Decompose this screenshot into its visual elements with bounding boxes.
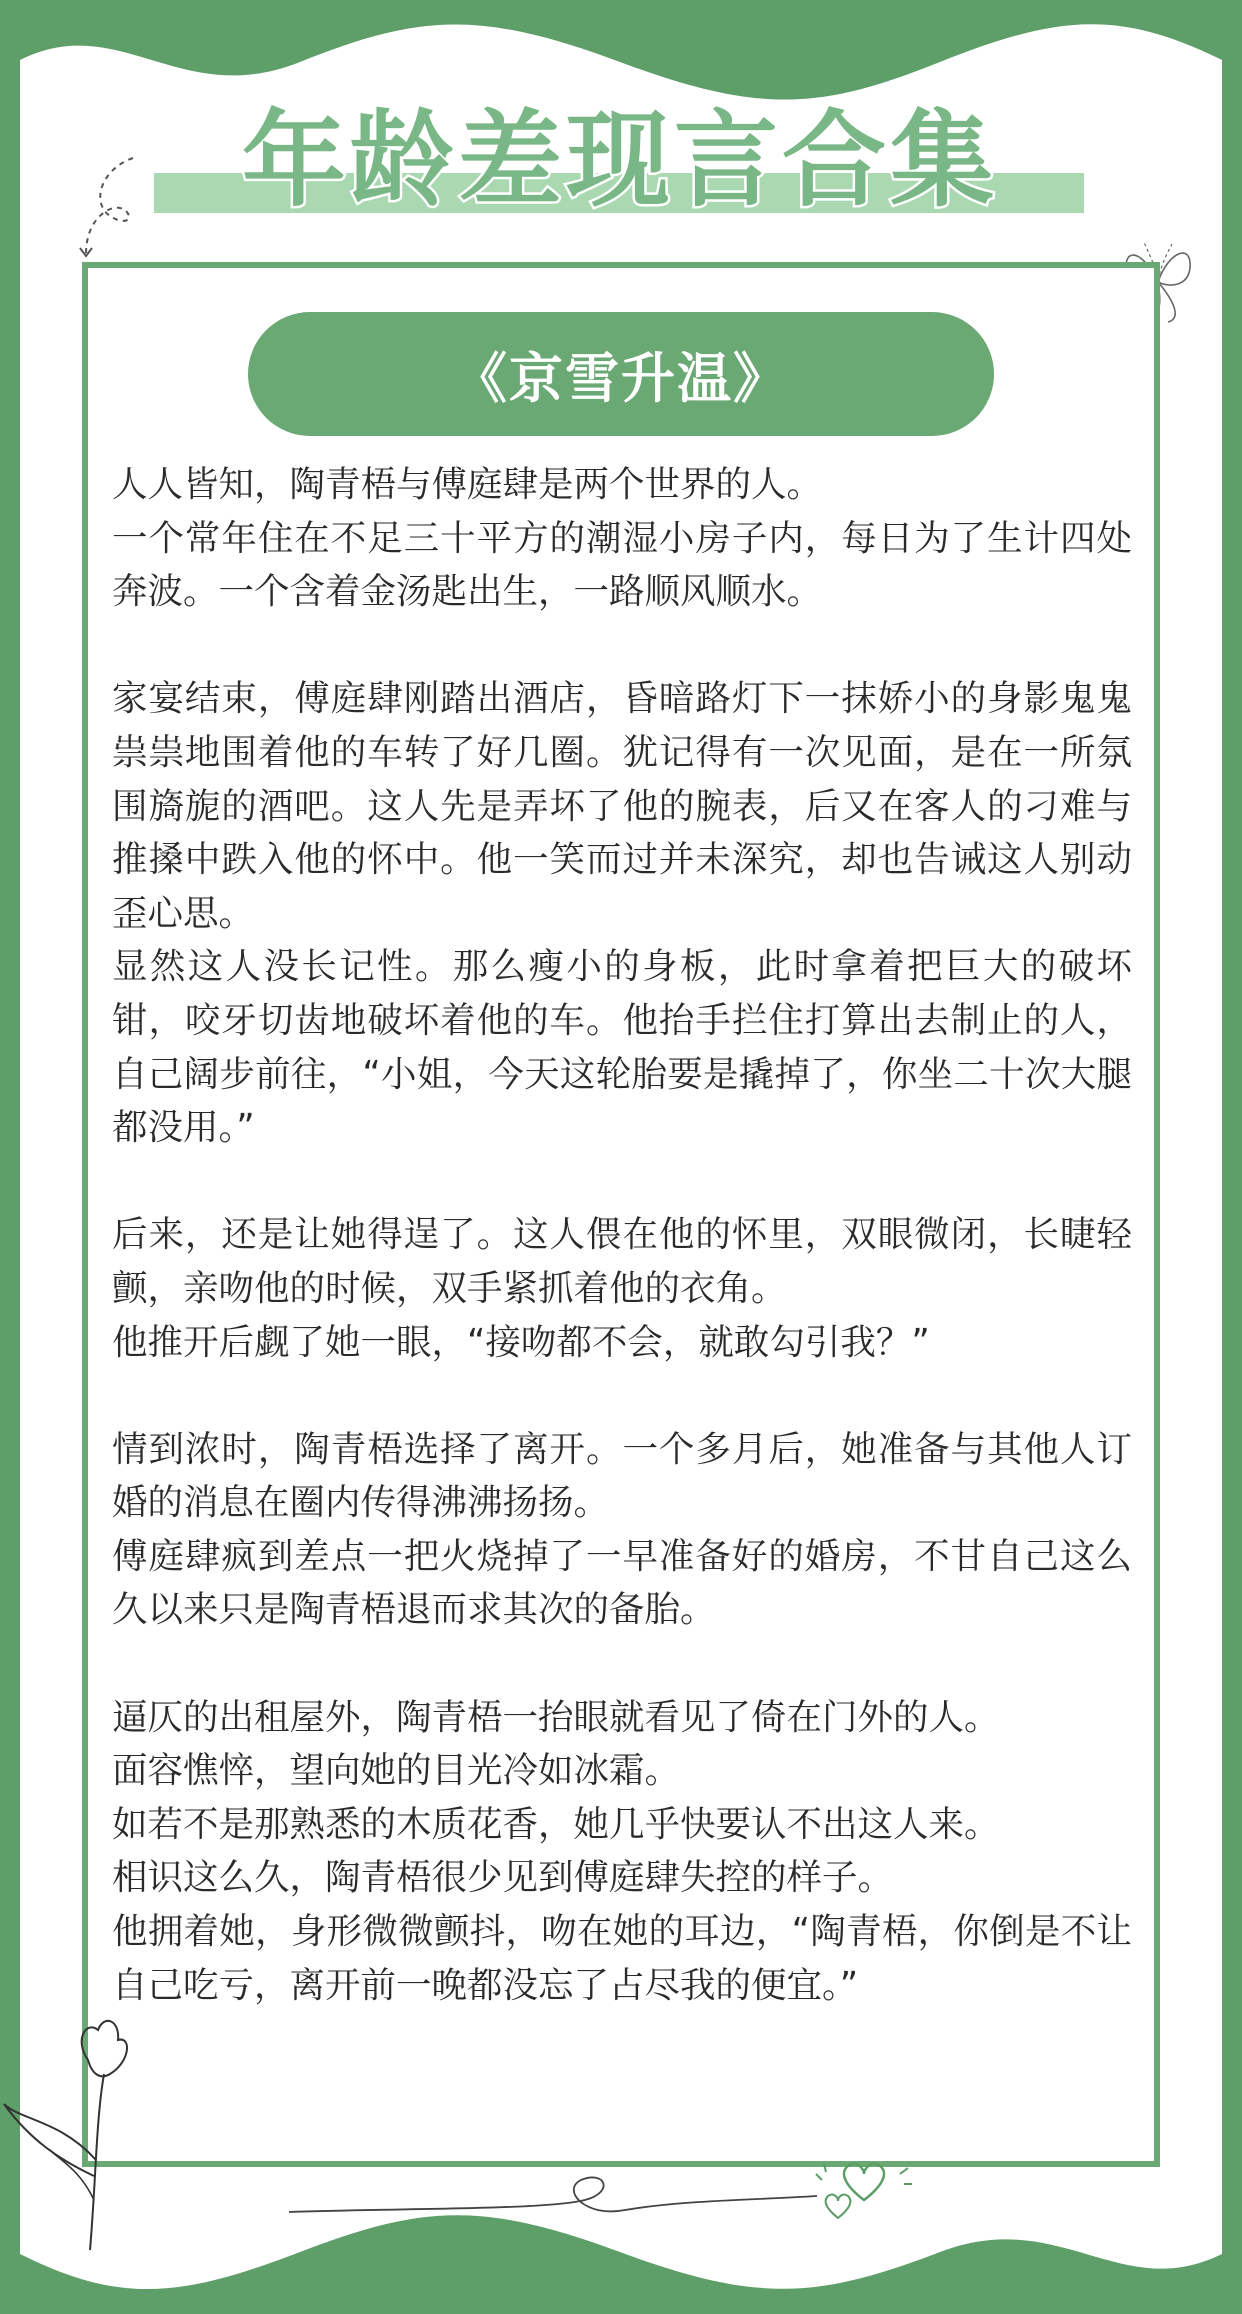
paragraph-spacer [112,1369,1132,1423]
paragraph: 相识这么久，陶青梧很少见到傅庭肆失控的样子。 [112,1857,894,1899]
paragraph-spacer [112,1155,1132,1209]
paragraph: 一个常年住在不足三十平方的潮湿小房子内，每日为了生计四处奔波。一个含着金汤匙出生，一路顺风顺水。 [112,517,1132,613]
swoosh-line-doodle [285,2160,825,2230]
paragraph: 他推开后觑了她一眼，“接吻都不会，就敢勾引我？” [112,1321,930,1363]
paragraph: 情到浓时，陶青梧选择了离开。一个多月后，她准备与其他人订婚的消息在圈内传得沸沸扬扬。 [112,1428,1132,1524]
paragraph: 傅庭肆疯到差点一把火烧掉了一早准备好的婚房，不甘自己这么久以来只是陶青梧退而求其次的备胎。 [112,1535,1132,1631]
book-title: 《京雪升温》 [453,346,789,410]
dashed-swirl-doodle [78,150,148,260]
tulip-doodle [0,2000,140,2260]
paragraph: 如若不是那熟悉的木质花香，她几乎快要认不出这人来。 [112,1803,1000,1845]
header-title-area [150,95,1090,221]
paragraph: 后来，还是让她得逞了。这人偎在他的怀里，双眼微闭，长睫轻颤，亲吻他的时候，双手紧抓着他的衣角。 [112,1214,1132,1309]
paragraph: 人人皆知，陶青梧与傅庭肆是两个世界的人。 [112,464,823,505]
book-title-pill [248,312,994,436]
paragraph: 逼仄的出租屋外，陶青梧一抬眼就看见了倚在门外的人。 [112,1696,1000,1738]
paragraph-spacer [112,1637,1132,1691]
paragraph: 家宴结束，傅庭肆刚踏出酒店，昏暗路灯下一抹娇小的身影鬼鬼祟祟地围着他的车转了好几圈。犹记得有一次见面，是在一所氛围旖旎的酒吧。这人先是弄坏了他的腕表，后又在客人的刁难与推搡中跌入他的怀中。他一笑而过并未深究，却也告诫这人别动歪心思。 [112,678,1132,934]
hearts-doodle [808,2140,918,2230]
page-title: 年龄差现言合集 [241,99,998,221]
paragraph: 面容憔悴，望向她的目光冷如冰霜。 [112,1750,681,1792]
paragraph-spacer [112,619,1132,673]
synopsis-text [112,458,1132,2012]
paragraph: 他拥着她，身形微微颤抖，吻在她的耳边，“陶青梧，你倒是不让自己吃亏，离开前一晚都没忘了占尽我的便宜。” [112,1911,1132,2006]
paragraph: 显然这人没长记性。那么瘦小的身板，此时拿着把巨大的破坏钳，咬牙切齿地破坏着他的车。他抬手拦住打算出去制止的人，自己阔步前往，“小姐，今天这轮胎要是撬掉了，你坐二十次大腿都没用。” [112,946,1132,1149]
